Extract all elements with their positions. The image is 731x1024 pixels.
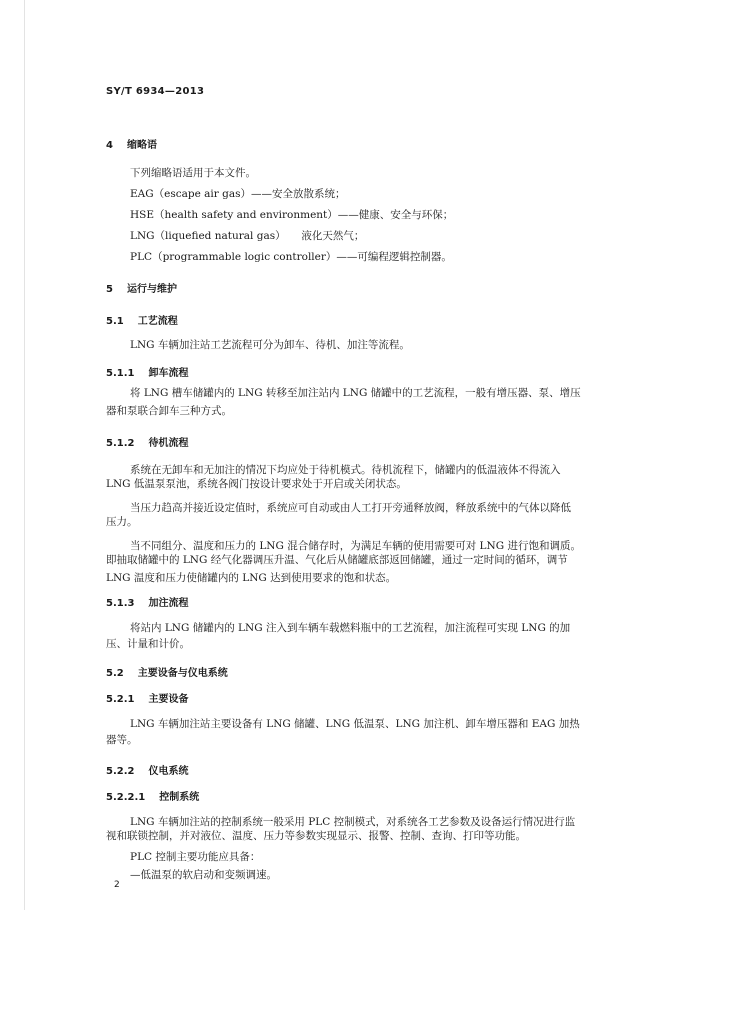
page-number: 2 [114, 880, 120, 890]
section-5-1-3-heading [106, 594, 188, 609]
abbrev-item: PLC（programmable logic controller）——可编程逻辑控制器。 [130, 251, 452, 263]
section-title: 控制系统 [159, 792, 200, 803]
section-title: 卸车流程 [148, 368, 189, 379]
abbrev-intro: 下列缩略语适用于本文件。 [130, 167, 256, 179]
paragraph-line: 将站内 LNG 储罐内的 LNG 注入到车辆车载燃料瓶中的工艺流程，加注流程可实现 LNG 的加 [130, 622, 571, 634]
section-title: 待机流程 [148, 438, 189, 449]
section-number: 5.2.2.1 [106, 792, 146, 803]
paragraph-line: LNG 低温泵泵池，系统各阀门按设计要求处于开启或关闭状态。 [106, 478, 407, 490]
section-number: 5.1.1 [106, 368, 135, 379]
section-title: 工艺流程 [137, 316, 178, 327]
section-5-1-1-heading [106, 364, 188, 379]
section-title: 缩略语 [126, 140, 157, 151]
section-5-heading [106, 280, 177, 295]
section-5-2-2-1-heading [106, 788, 199, 803]
abbrev-item: EAG（escape air gas）——安全放散系统； [130, 188, 346, 200]
paragraph-line: 压力。 [106, 516, 138, 528]
section-5-2-1-heading [106, 690, 188, 705]
section-number: 5.1.2 [106, 438, 135, 449]
section-5-1-heading [106, 312, 178, 327]
paragraph-line: 将 LNG 槽车储罐内的 LNG 转移至加注站内 LNG 储罐中的工艺流程，一般有增压器、泵、增压 [130, 387, 581, 399]
scan-edge-line [24, 0, 25, 910]
paragraph-line: LNG 车辆加注站工艺流程可分为卸车、待机、加注等流程。 [130, 339, 410, 351]
section-5-2-heading [106, 664, 228, 679]
section-number: 5.2 [106, 668, 124, 679]
paragraph-line: LNG 车辆加注站的控制系统一般采用 PLC 控制模式，对系统各工艺参数及设备运行情况进行监 [130, 816, 576, 828]
section-title: 主要设备与仪电系统 [137, 668, 228, 679]
section-title: 主要设备 [148, 694, 189, 705]
paragraph-line: 视和联锁控制，并对液位、温度、压力等参数实现显示、报警、控制、查询、打印等功能。 [106, 830, 526, 842]
section-title: 仪电系统 [148, 766, 189, 777]
paragraph-line: PLC 控制主要功能应具备： [130, 851, 261, 863]
paragraph-line: 即抽取储罐中的 LNG 经气化器调压升温、气化后从储罐底部返回储罐，通过一定时间的循环，调节 [106, 554, 568, 566]
section-number: 5 [106, 284, 113, 295]
paragraph-line: 当不同组分、温度和压力的 LNG 混合储存时，为满足车辆的使用需要可对 LNG 进行饱和调质。 [130, 540, 581, 552]
paragraph-line: 当压力趋高并接近设定值时，系统应可自动或由人工打开旁通释放阀，释放系统中的气体以降低 [130, 502, 571, 514]
paragraph-line: LNG 温度和压力使储罐内的 LNG 达到使用要求的饱和状态。 [106, 572, 397, 584]
paragraph-line: 系统在无卸车和无加注的情况下均应处于待机模式。待机流程下，储罐内的低温液体不得流入 [130, 464, 561, 476]
section-number: 5.1 [106, 316, 124, 327]
section-number: 5.2.2 [106, 766, 135, 777]
section-5-2-2-heading [106, 762, 188, 777]
section-number: 5.2.1 [106, 694, 135, 705]
paragraph-line: LNG 车辆加注站主要设备有 LNG 储罐、LNG 低温泵、LNG 加注机、卸车增压器和 EAG 加热 [130, 718, 580, 730]
section-5-1-2-heading [106, 434, 188, 449]
section-title: 运行与维护 [126, 284, 177, 295]
standard-code: SY/T 6934—2013 [106, 86, 205, 97]
section-number: 5.1.3 [106, 598, 135, 609]
section-number: 4 [106, 140, 113, 151]
abbrev-item: HSE（health safety and environment）——健康、安全与环保； [130, 209, 454, 221]
paragraph-line: 器和泵联合卸车三种方式。 [106, 405, 232, 417]
paragraph-line: 压、计量和计价。 [106, 638, 190, 650]
paragraph-line: —低温泵的软启动和变频调速。 [130, 869, 277, 881]
paragraph-line: 器等。 [106, 734, 138, 746]
section-4-heading [106, 136, 157, 151]
abbrev-item: LNG（liquefied natural gas） 液化天然气； [130, 230, 365, 242]
section-title: 加注流程 [148, 598, 189, 609]
